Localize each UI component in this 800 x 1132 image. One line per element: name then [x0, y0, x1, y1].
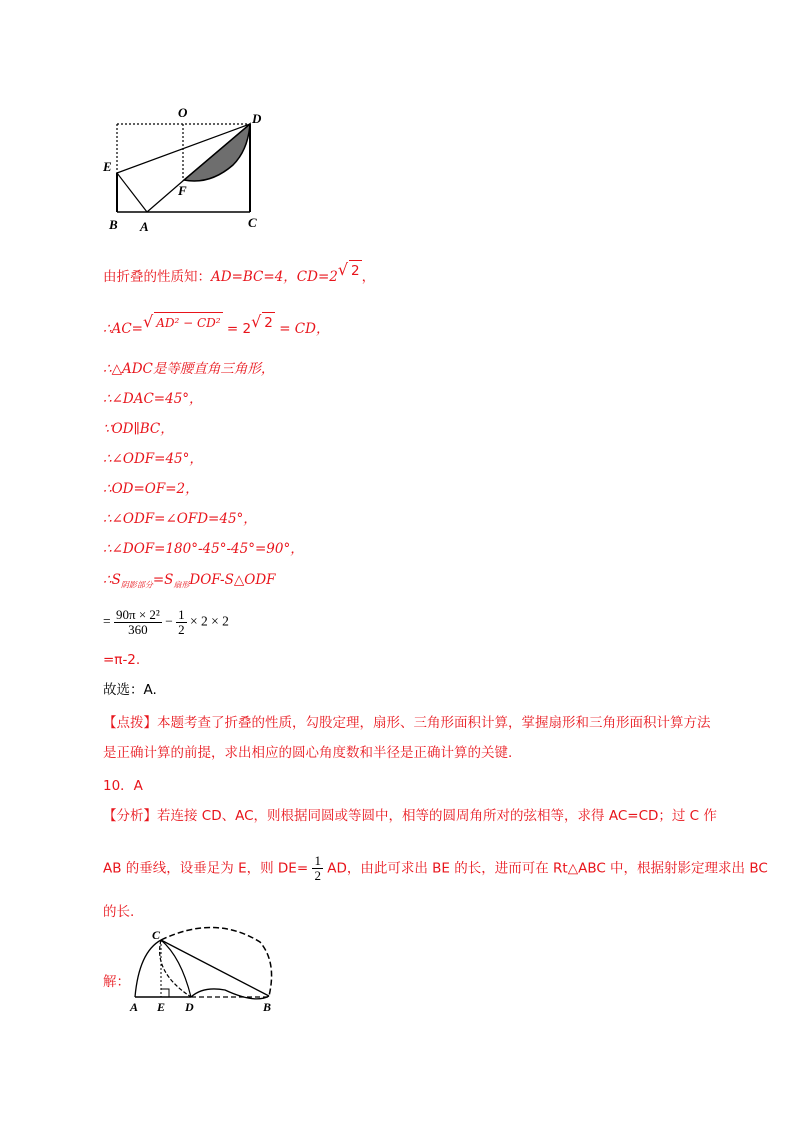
- tip-text: 本题考查了折叠的性质，勾股定理，扇形、三角形面积计算，掌握扇形和三角形面积计算方法是正确计算的前提，求出相应的圆心角度数和半径是正确计算的关键.: [103, 715, 711, 761]
- sol-line-5: ∵OD∥BC，: [103, 421, 174, 437]
- sol-line-8: ∴∠ODF=∠OFD=45°，: [103, 511, 257, 527]
- label-B: B: [263, 1000, 272, 1014]
- label-O: O: [178, 105, 188, 120]
- sol-line-4: ∴∠DAC=45°，: [103, 391, 203, 407]
- tip-tag: 【点拨】: [103, 715, 157, 731]
- sol-line-3: ∴△ADC是等腰直角三角形，: [103, 361, 275, 377]
- figure-fold-rectangle: [100, 105, 275, 235]
- q10-analysis-line-3: 的长.: [103, 904, 135, 920]
- label-E: E: [157, 1000, 166, 1014]
- sol-line-1: 由折叠的性质知：AD=BC=4，CD=2√ 2 ，: [103, 260, 376, 285]
- label-F: F: [178, 183, 187, 198]
- q10-analysis-line-2: AB 的垂线，设垂足为 E，则 DE= $\frac{1}{2}$ AD，由此可求出 BE 的长，进而可在 Rt△ABC 中，根据射影定理求出 BC: [103, 853, 768, 883]
- label-D: D: [185, 1000, 194, 1014]
- sol-line-10: $\therefore S_{阴影部分}=S_{扇形}DOF-S\triangle ODF$: [103, 572, 276, 590]
- q10-analysis-line-1: 【分析】若连接 CD、AC，则根据同圆或等圆中，相等的圆周角所对的弦相等，求得 AC=CD；过 C 作: [103, 808, 717, 824]
- sol-line-11-formula: = $\frac{\text{90π × 2²}}{360}$ − $\frac{1}{2}$ × 2 × 2: [103, 607, 229, 637]
- label-A: A: [130, 1000, 139, 1014]
- sol-line-12: =π-2.: [103, 652, 141, 668]
- label-B: B: [109, 217, 118, 232]
- label-C: C: [152, 928, 161, 942]
- sol-line-2: ∴AC=√ AD² − CD² = 2√ 2 = CD，: [103, 312, 330, 337]
- figure-semicircle: [125, 922, 290, 1014]
- label-D: D: [252, 111, 262, 126]
- label-E: E: [103, 159, 112, 174]
- q10-number: 10．A: [103, 778, 143, 794]
- q10-solution-label: 解：: [103, 974, 130, 990]
- tip-paragraph: [103, 708, 715, 768]
- sol-line-7: ∴OD=OF=2，: [103, 481, 199, 497]
- answer-line: 故选：A.: [103, 682, 157, 698]
- label-A: A: [140, 219, 149, 234]
- label-C: C: [248, 215, 257, 230]
- sol-line-6: ∴∠ODF=45°，: [103, 451, 203, 467]
- sol-line-9: ∴∠DOF=180°-45°-45°=90°，: [103, 541, 304, 557]
